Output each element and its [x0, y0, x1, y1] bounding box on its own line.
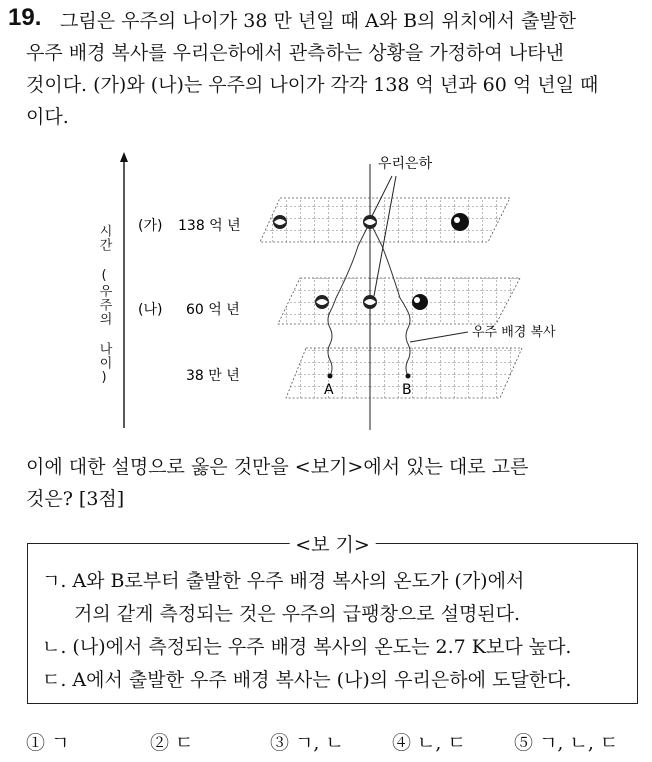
choice-5[interactable]: ⑤ ㄱ, ㄴ, ㄷ — [514, 732, 619, 754]
label-our-galaxy: 우리은하 — [378, 156, 433, 172]
galaxy-ga-left — [273, 215, 287, 229]
question-stem-line-2: 우주 배경 복사를 우리은하에서 관측하는 상황을 가정하여 나타낸 — [26, 42, 564, 64]
question-stem-line-4: 이다. — [26, 106, 69, 128]
choice-2[interactable]: ② ㄷ — [150, 732, 194, 754]
label-cmb: 우주 배경 복사 — [472, 325, 556, 340]
bogi-title: <보 기> — [289, 530, 376, 557]
question-stem-line-3: 것이다. (가)와 (나)는 우주의 나이가 각각 138 억 년과 60 억 년일 때 — [26, 74, 599, 96]
question-stem-line-1: 그림은 우주의 나이가 38 만 년일 때 A와 B의 위치에서 출발한 — [60, 10, 577, 32]
bogi-item-giyeok-cont: 거의 같게 측정되는 것은 우주의 급팽창으로 설명된다. — [74, 603, 521, 625]
bogi-item-giyeok: ㄱ. A와 B로부터 출발한 우주 배경 복사의 온도가 (가)에서 — [42, 570, 525, 592]
our-galaxy-na — [363, 295, 377, 309]
bogi-item-nieun: ㄴ. (나)에서 측정되는 우주 배경 복사의 온도는 2.7 K보다 높다. — [42, 636, 572, 658]
point-b-label: B — [402, 382, 412, 398]
bogi-box — [27, 534, 638, 704]
cmb-pointer — [410, 332, 468, 342]
followup-line-1: 이에 대한 설명으로 옳은 것만을 <보기>에서 있는 대로 고른 — [26, 456, 529, 478]
galaxy-na-right — [412, 294, 428, 310]
layer-ga-name: (가) — [138, 218, 163, 234]
choice-4[interactable]: ④ ㄴ, ㄷ — [392, 732, 466, 754]
galaxy-na-left — [315, 295, 329, 309]
bogi-item-digeut: ㄷ. A에서 출발한 우주 배경 복사는 (나)의 우리은하에 도달한다. — [42, 669, 572, 691]
our-galaxy-ga — [363, 215, 377, 229]
point-a-marker — [328, 374, 333, 379]
followup-line-2: 것은? [3점] — [26, 488, 125, 510]
layer-38-age: 38 만 년 — [186, 368, 240, 384]
choice-3[interactable]: ③ ㄱ, ㄴ — [270, 732, 344, 754]
layer-ga-age: 138 억 년 — [178, 218, 241, 234]
cosmology-figure — [90, 146, 570, 436]
point-b-marker — [406, 374, 411, 379]
choice-1[interactable]: ① ㄱ — [26, 732, 70, 754]
y-axis-label: 시간 (우주의 나이) — [96, 224, 112, 386]
grid-layer-na — [278, 278, 520, 324]
galaxy-ga-right — [451, 213, 469, 231]
point-a-label: A — [324, 382, 334, 398]
layer-na-age: 60 억 년 — [186, 302, 240, 318]
layer-na-name: (나) — [138, 302, 163, 318]
question-number: 19. — [8, 4, 42, 31]
time-axis-arrowhead — [120, 152, 128, 162]
